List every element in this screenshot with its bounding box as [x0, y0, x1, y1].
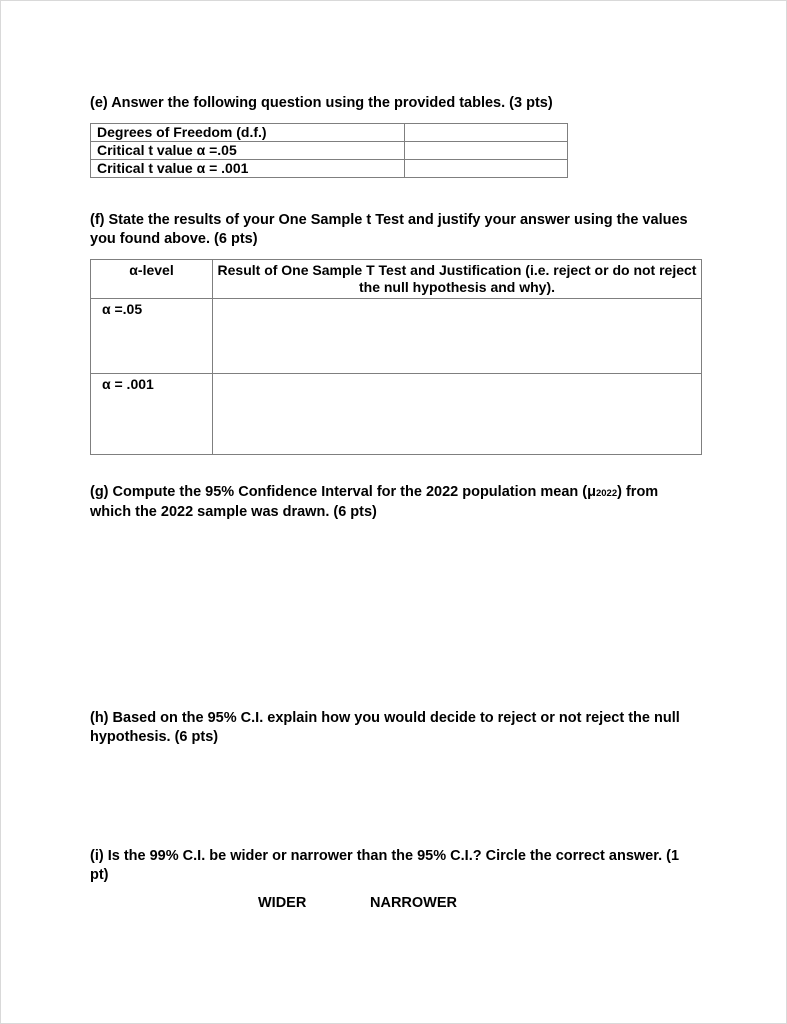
question-g-text-before: (g) Compute the 95% Confidence Interval for the 2022 population mean (μ	[90, 484, 596, 500]
alpha-001-result-cell[interactable]	[213, 374, 702, 455]
critical-values-table	[90, 123, 568, 178]
df-label: Degrees of Freedom (d.f.)	[91, 124, 405, 142]
critical-t-001-label: Critical t value α = .001	[91, 160, 405, 178]
question-g-text	[90, 483, 700, 522]
question-g-text-after: ) from which the 2022 sample was drawn. (6 pts)	[90, 484, 659, 520]
choice-wider[interactable]: WIDER	[258, 895, 307, 911]
mu-subscript: 2022	[595, 488, 618, 499]
alpha-level-header: α-level	[91, 260, 213, 299]
question-h-text: (h) Based on the 95% C.I. explain how you would decide to reject or not reject the null hypothesis. (6 pts)	[90, 710, 680, 745]
table-row	[91, 374, 702, 455]
alpha-05-result-cell[interactable]	[213, 299, 702, 374]
table-row	[91, 124, 568, 142]
alpha-001-label: α = .001	[91, 374, 213, 455]
result-header: Result of One Sample T Test and Justification (i.e. reject or do not reject the null hypothesis and why).	[213, 260, 702, 299]
question-f-text: (f) State the results of your One Sample t Test and justify your answer using the values you found above. (6 pts)	[90, 212, 688, 247]
table-row	[91, 160, 568, 178]
table-row	[91, 299, 702, 374]
df-answer-cell[interactable]	[405, 124, 568, 142]
t-test-results-table	[90, 259, 702, 455]
choice-narrower[interactable]: NARROWER	[370, 895, 457, 911]
question-i-text: (i) Is the 99% C.I. be wider or narrower than the 95% C.I.? Circle the correct answer. (1 pt)	[90, 848, 680, 883]
alpha-05-label: α =.05	[91, 299, 213, 374]
table-row	[91, 142, 568, 160]
critical-t-05-answer-cell[interactable]	[405, 142, 568, 160]
question-e-text: (e) Answer the following question using the provided tables. (3 pts)	[90, 95, 553, 111]
critical-t-001-answer-cell[interactable]	[405, 160, 568, 178]
critical-t-05-label: Critical t value α =.05	[91, 142, 405, 160]
table-header-row	[91, 260, 702, 299]
